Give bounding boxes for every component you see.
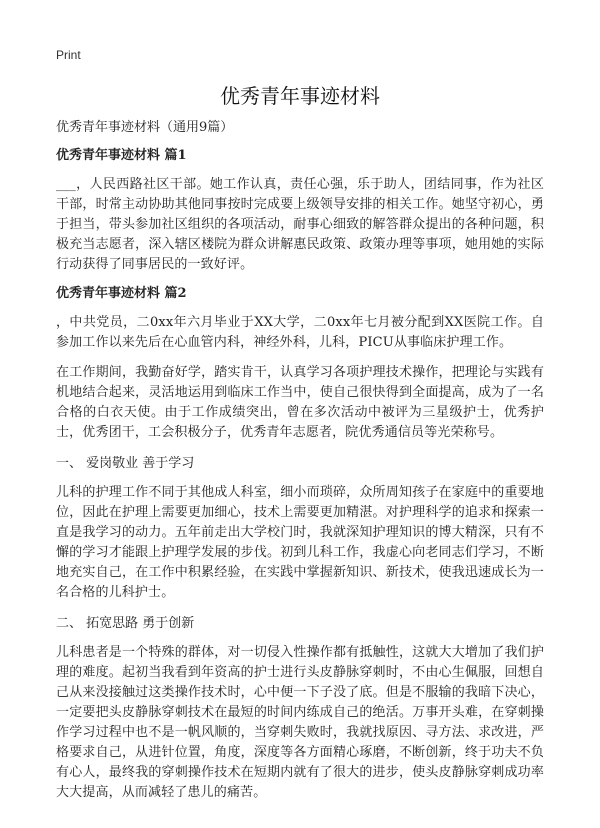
subsection-heading-2: 二、 拓宽思路 勇于创新 [56, 616, 195, 631]
section-2-paragraph-2: 在工作期间，我勤奋好学，踏实肯干，认真学习各项护理技术操作，把理论与实践有机地结合起来，灵活地运用到临床工作当中，使自己很快得到全面提高，成为了一名合格的白衣天使。由于工作成绩突出，曾在多次活动中被评为三星级护士，优秀护士，优秀团干，工会积极分子，优秀青年志愿者，院优秀通信员等光荣称号。 [56, 365, 544, 440]
page-title: 优秀青年事迹材料 [220, 84, 380, 108]
section-heading-1: 优秀青年事迹材料 篇1 [56, 148, 187, 163]
section-2-paragraph-1: ，中共党员，二0xx年六月毕业于XX大学，二0xx年七月被分配到XX医院工作。自参加工作以来先后在心血管内科，神经外科，儿科，PICU从事临床护理工作。 [56, 315, 544, 350]
subsection-1-paragraph: 儿科的护理工作不同于其他成人科室，细小而琐碎，众所周知孩子在家庭中的重要地位，因此在护理上需要更加细心，技术上需要更加精湛。对护理科学的追求和探索一直是我学习的动力。五年前走出大学校门时，我就深知护理知识的博大精深，只有不懈的学习才能跟上护理学发展的步伐。初到儿科工作，我虚心向老同志们学习，不断地充实自己，在工作中积累经验，在实践中掌握新知识、新技术，使我迅速成长为一名合格的儿科护士。 [56, 485, 544, 600]
section-1-paragraph-1: ___，人民西路社区干部。她工作认真，责任心强，乐于助人，团结同事，作为社区干部，时常主动协助其他同事按时完成要上级领导安排的相关工作。她坚守初心，勇于担当，带头参加社区组织的各项活动，耐事心细致的解答群众提出的各种问题，积极充当志愿者，深入辖区楼院为群众讲解惠民政策、政策办理等事项，她用她的实际行动获得了同事居民的一致好评。 [56, 177, 544, 272]
subsection-heading-1: 一、 爱岗敬业 善于学习 [56, 456, 195, 471]
section-heading-2: 优秀青年事迹材料 篇2 [56, 286, 187, 301]
subsection-2-paragraph: 儿科患者是一个特殊的群体，对一切侵入性操作都有抵触性，这就大大增加了我们护理的难度。起初当我看到年资高的护士进行头皮静脉穿刺时，不由心生佩服，回想自己从来没接触过这类操作技术时，心中便一下子没了底。但是不服输的我暗下决心，一定要把头皮静脉穿刺技术在最短的时间内练成自己的绝活。万事开头难，在穿刺操作学习过程中也不是一帆风顺的，当穿刺失败时，我就找原因、寻方法、求改进，严格要求自己，从进针位置，角度，深度等各方面精心琢磨，不断创新，终于功夫不负有心人，最终我的穿刺操作技术在短期内就有了很大的进步，使头皮静脉穿刺成功率大大提高，从而减轻了患儿的痛苦。 [56, 645, 544, 800]
document-subtitle: 优秀青年事迹材料（通用9篇） [56, 120, 234, 135]
print-link[interactable]: Print [56, 48, 81, 62]
